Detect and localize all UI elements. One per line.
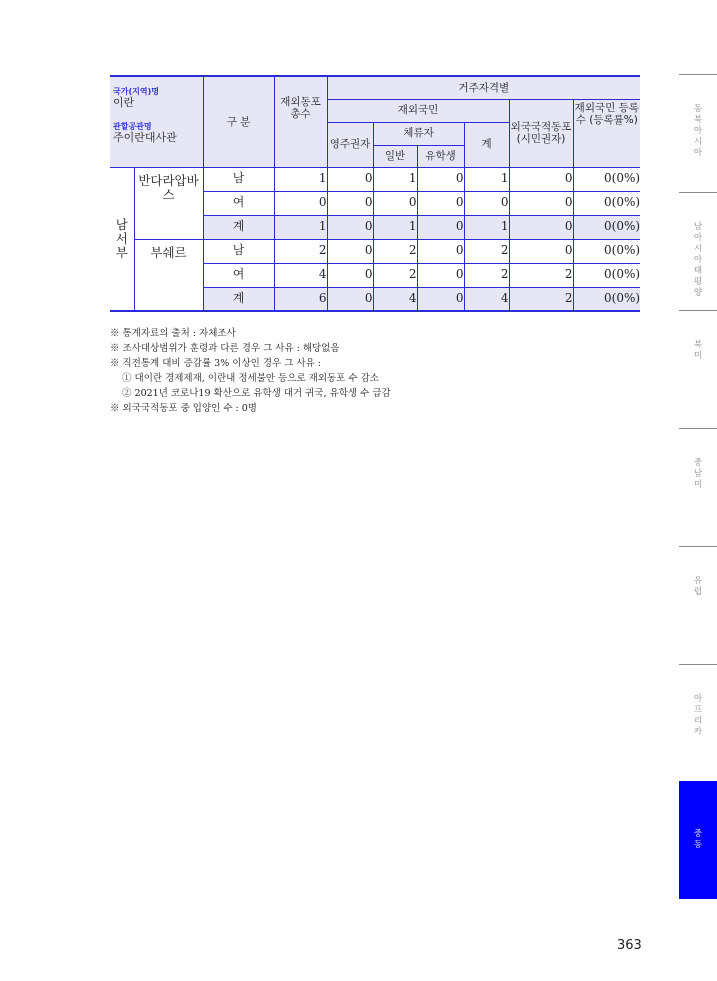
row-label: 계 [203, 215, 274, 239]
side-tab-1[interactable] [679, 222, 717, 299]
cell-registered: 0(0%) [573, 239, 640, 263]
note-change-reason-2: ② 2021년 코로나19 확산으로 유학생 대거 귀국, 유학생 수 급감 [122, 388, 391, 399]
table-row [110, 167, 640, 191]
cell-general: 0 [373, 191, 417, 215]
office-label: 관할공관명 [113, 121, 152, 131]
cell-student: 0 [417, 239, 464, 263]
cell-general: 1 [373, 215, 417, 239]
cell-registered: 0(0%) [573, 263, 640, 287]
cell-permanent: 0 [327, 191, 373, 215]
cell-general: 1 [373, 167, 417, 191]
cell-student: 0 [417, 263, 464, 287]
cell-subtotal: 4 [464, 287, 509, 311]
cell-subtotal: 2 [464, 239, 509, 263]
note-change-reason-1: ① 대이란 경제제재, 이란내 정세불안 등으로 재외동포 수 감소 [122, 373, 379, 384]
cell-permanent: 0 [327, 239, 373, 263]
cell-general: 4 [373, 287, 417, 311]
cell-student: 0 [417, 167, 464, 191]
city-name: 부쉐르 [150, 244, 187, 260]
permanent-header: 영주권자 [327, 122, 373, 167]
cell-total: 4 [274, 263, 327, 287]
side-tab-4[interactable] [679, 576, 717, 598]
cell-permanent: 0 [327, 167, 373, 191]
side-tab-label: 북미 [693, 340, 703, 361]
page-number: 363 [617, 938, 642, 953]
side-tab-label: 아프리카 [693, 694, 703, 737]
row-label: 여 [203, 263, 274, 287]
row-label: 남 [203, 167, 274, 191]
cell-registered: 0(0%) [573, 167, 640, 191]
table-row [110, 239, 640, 263]
side-tab-label: 중남미 [693, 458, 703, 490]
population-table [110, 75, 640, 312]
note-source: ※ 통계자료의 출처 : 자체조사 [110, 328, 236, 339]
side-tab-divider [679, 310, 717, 311]
sojourner-header: 체류자 [373, 122, 464, 145]
row-label: 여 [203, 191, 274, 215]
cell-foreign: 0 [509, 191, 573, 215]
cell-subtotal: 1 [464, 167, 509, 191]
side-tab-divider [679, 74, 717, 75]
cell-registered: 0(0%) [573, 191, 640, 215]
side-tab-label: 유럽 [693, 576, 703, 597]
country-name: 이란 [113, 96, 135, 110]
row-label: 계 [203, 287, 274, 311]
cell-subtotal: 0 [464, 191, 509, 215]
general-header: 일반 [373, 145, 417, 167]
registered-header: 재외국민 등록수 (등록률%) [573, 99, 640, 167]
cell-foreign: 0 [509, 167, 573, 191]
cell-general: 2 [373, 263, 417, 287]
cell-foreign: 2 [509, 263, 573, 287]
cell-total: 6 [274, 287, 327, 311]
cell-foreign: 0 [509, 215, 573, 239]
side-tab-label: 남아시아태평양 [693, 222, 703, 298]
cell-student: 0 [417, 215, 464, 239]
cell-total: 1 [274, 215, 327, 239]
cell-subtotal: 2 [464, 263, 509, 287]
cell-general: 2 [373, 239, 417, 263]
side-tab-label: 동북아시아 [693, 104, 703, 158]
cell-registered: 0(0%) [573, 215, 640, 239]
cell-total: 2 [274, 239, 327, 263]
country-label: 국가(지역)명 [113, 87, 159, 96]
subtotal-header: 계 [464, 122, 509, 167]
side-tab-divider [679, 546, 717, 547]
footnotes [110, 326, 650, 416]
cell-student: 0 [417, 287, 464, 311]
category-header: 구 분 [203, 76, 274, 167]
side-tab-2[interactable] [679, 340, 717, 362]
city-name: 반다라압바스 [138, 172, 199, 202]
total-header: 재외동포 총수 [274, 76, 327, 167]
side-tab-divider [679, 192, 717, 193]
side-tab-divider [679, 664, 717, 665]
region-name: 남 서 부 [115, 216, 128, 260]
office-name: 주이란대사관 [113, 131, 177, 145]
note-change: ※ 직전통계 대비 증감률 3% 이상인 경우 그 사유 : [110, 358, 321, 369]
city-cell [134, 167, 203, 239]
row-label: 남 [203, 239, 274, 263]
foreign-citizens-header: 외국국적동포 (시민권자) [509, 99, 573, 167]
region-cell [110, 167, 134, 311]
city-cell [134, 239, 203, 311]
cell-registered: 0(0%) [573, 287, 640, 311]
cell-foreign: 2 [509, 287, 573, 311]
side-tab-3[interactable] [679, 458, 717, 491]
side-tab-6[interactable] [679, 781, 717, 899]
side-tab-divider [679, 428, 717, 429]
note-adoptees: ※ 외국국적동포 중 입양인 수 : 0명 [110, 403, 257, 414]
cell-permanent: 0 [327, 215, 373, 239]
country-header-cell [110, 76, 203, 167]
cell-student: 0 [417, 191, 464, 215]
cell-permanent: 0 [327, 263, 373, 287]
cell-subtotal: 1 [464, 215, 509, 239]
note-scope: ※ 조사대상범위가 훈령과 다른 경우 그 사유 : 해당없음 [110, 343, 340, 354]
side-tab-label: 중동 [693, 829, 703, 850]
student-header: 유학생 [417, 145, 464, 167]
side-tab-0[interactable] [679, 104, 717, 159]
residence-header: 거주자격별 [327, 76, 640, 99]
cell-total: 0 [274, 191, 327, 215]
cell-total: 1 [274, 167, 327, 191]
cell-foreign: 0 [509, 239, 573, 263]
cell-permanent: 0 [327, 287, 373, 311]
nationals-header: 재외국민 [327, 99, 509, 122]
side-tab-5[interactable] [679, 694, 717, 738]
table-body [110, 167, 640, 311]
